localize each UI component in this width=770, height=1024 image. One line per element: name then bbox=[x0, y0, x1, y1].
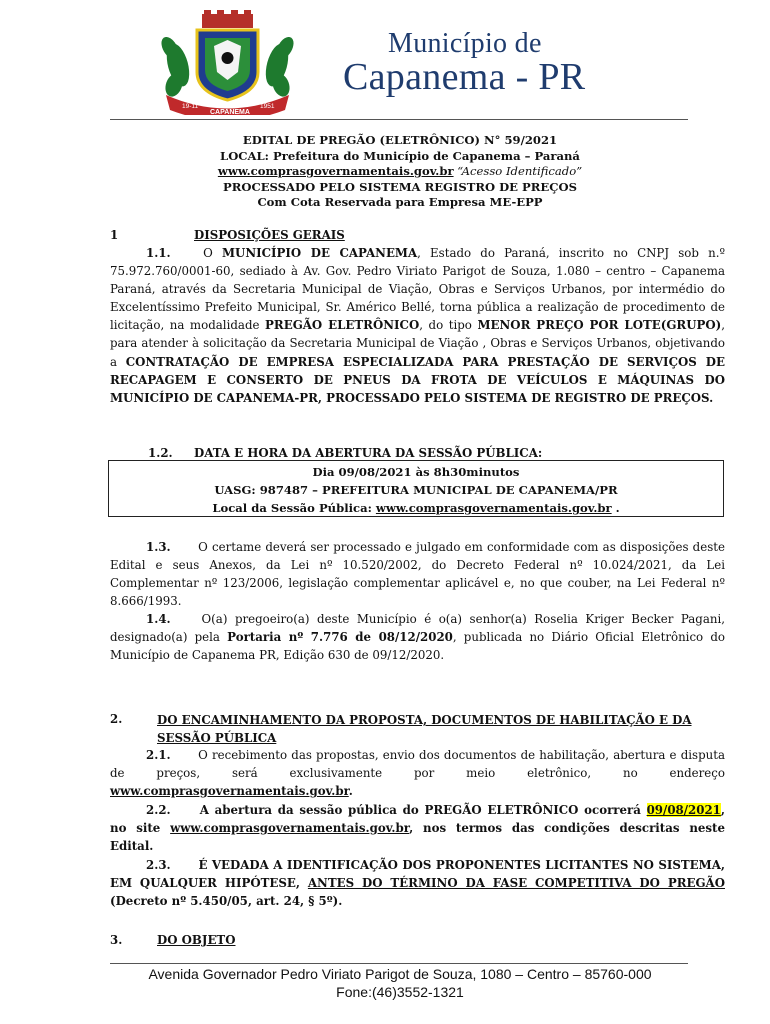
clause-number: 2.3. bbox=[146, 858, 171, 872]
acesso-identificado: “Acesso Identificado” bbox=[453, 164, 583, 178]
clause-number: 2.2. bbox=[146, 803, 171, 817]
edital-title: EDITAL DE PREGÃO (ELETRÔNICO) N° 59/2021 bbox=[242, 133, 558, 147]
edital-local: LOCAL: Prefeitura do Município de Capanema – Paraná bbox=[220, 148, 580, 163]
footer-address: Avenida Governador Pedro Viriato Parigot de Souza, 1080 – Centro – 85760-000 bbox=[148, 966, 652, 982]
brand-municipio: Município de bbox=[388, 28, 542, 59]
footer-phone: Fone:(46)3552-1321 bbox=[336, 984, 464, 1000]
edital-processo: PROCESSADO PELO SISTEMA REGISTRO DE PREÇOS bbox=[223, 179, 577, 194]
section-title: DO OBJETO bbox=[157, 933, 236, 947]
section-number: 2. bbox=[110, 712, 123, 726]
site-link[interactable]: www.comprasgovernamentais.gov.br bbox=[375, 501, 612, 515]
session-info-box bbox=[108, 460, 724, 517]
footer-divider bbox=[110, 963, 688, 964]
crest-banner-left: 19-11 bbox=[182, 103, 199, 110]
brand-capanema: Capanema - PR bbox=[343, 56, 586, 98]
session-date: Dia 09/08/2021 às 8h30minutos bbox=[312, 465, 520, 479]
clause-title: DATA E HORA DA ABERTURA DA SESSÃO PÚBLICA: bbox=[194, 446, 543, 460]
clause-number: 1.2. bbox=[148, 446, 173, 460]
paragraph-2-1: 2.1. O recebimento das propostas, envio dos documentos de habilitação, abertura e disputa de preços, será exclusivamente por meio eletrônico, no endereço www.comprasgovernamentais.gov.br. bbox=[110, 748, 725, 799]
paragraph-1-3: 1.3. O certame deverá ser processado e julgado em conformidade com as disposições deste Edital e seus Anexos, da Lei nº 10.520/2002, do Decreto Federal nº 10.024/2021, da Lei Complementar nº 123/2006, legislação complementar aplicável e, no que couber, na Lei Federal nº 8.666/1993. bbox=[110, 540, 725, 609]
opening-date-highlight: 09/08/2021 bbox=[646, 803, 721, 817]
session-location: Local da Sessão Pública: www.comprasgovernamentais.gov.br . bbox=[212, 501, 620, 515]
section-title: DISPOSIÇÕES GERAIS bbox=[194, 228, 345, 242]
edital-title-block bbox=[110, 133, 690, 211]
crest-banner-center: CAPANEMA bbox=[210, 109, 250, 115]
clause-number: 1.3. bbox=[146, 540, 171, 554]
paragraph-1-4: 1.4. O(a) pregoeiro(a) deste Município é o(a) senhor(a) Roselia Kriger Becker Pagani, designado(a) pela Portaria nº 7.776 de 08/12/2020, publicada no Diário Oficial Eletrônico do Município de Capanema PR, Edição 630 de 09/12/2020. bbox=[110, 612, 725, 663]
crest-banner-right: 1951 bbox=[260, 103, 275, 110]
site-link[interactable]: www.comprasgovernamentais.gov.br bbox=[217, 164, 454, 178]
paragraph-2-3: 2.3. É VEDADA A IDENTIFICAÇÃO DOS PROPONENTES LICITANTES NO SISTEMA, EM QUALQUER HIPÓTESE, ANTES DO TÉRMINO DA FASE COMPETITIVA DO PREGÃO (Decreto nº 5.450/05, art. 24, § 5º). bbox=[110, 858, 725, 909]
clause-number: 2.1. bbox=[146, 748, 171, 762]
municipal-crest-logo bbox=[160, 10, 295, 115]
header-divider bbox=[110, 119, 688, 120]
site-link[interactable]: www.comprasgovernamentais.gov.br bbox=[110, 784, 349, 799]
edital-cota: Com Cota Reservada para Empresa ME-EPP bbox=[257, 195, 543, 209]
paragraph-1-1: 1.1. O MUNICÍPIO DE CAPANEMA, Estado do Paraná, inscrito no CNPJ sob n.º 75.972.760/0001-60, sediado à Av. Gov. Pedro Viriato Parigot de Souza, 1.080 – centro – Capanema Paraná, através da Secretaria Municipal de Viação, Obras e Serviços Urbanos, por intermédio do Excelentíssimo Prefeito Municipal, Sr. Américo Bellé, torna pública a realização de procedimento de licitação, na modalidade PREGÃO ELETRÔNICO, do tipo MENOR PREÇO POR LOTE(GRUPO), para atender à solicitação da Secretaria Municipal de Viação , Obras e Serviços Urbanos, objetivando a CONTRATAÇÃO DE EMPRESA ESPECIALIZADA PARA PRESTAÇÃO DE SERVIÇOS DE RECAPAGEM E CONSERTO DE PNEUS DA FROTA DE VEÍCULOS E MÁQUINAS DO MUNICÍPIO DE CAPANEMA-PR, PROCESSADO PELO SISTEMA DE REGISTRO DE PREÇOS. bbox=[110, 246, 725, 405]
section-number: 3. bbox=[110, 933, 123, 947]
section-title: DO ENCAMINHAMENTO DA PROPOSTA, DOCUMENTOS DE HABILITAÇÃO E DA SESSÃO PÚBLICA bbox=[157, 713, 692, 745]
paragraph-2-2: 2.2. A abertura da sessão pública do PREGÃO ELETRÔNICO ocorrerá 09/08/2021, no site www.comprasgovernamentais.gov.br, nos termos das condições descritas neste Edital. bbox=[110, 803, 725, 854]
edital-site-line bbox=[110, 164, 690, 180]
session-uasg: UASG: 987487 – PREFEITURA MUNICIPAL DE CAPANEMA/PR bbox=[214, 483, 618, 497]
clause-number: 1.4. bbox=[146, 612, 171, 626]
site-link[interactable]: www.comprasgovernamentais.gov.br bbox=[170, 821, 410, 836]
clause-number: 1.1. bbox=[146, 246, 171, 260]
section-number: 1 bbox=[110, 228, 119, 242]
